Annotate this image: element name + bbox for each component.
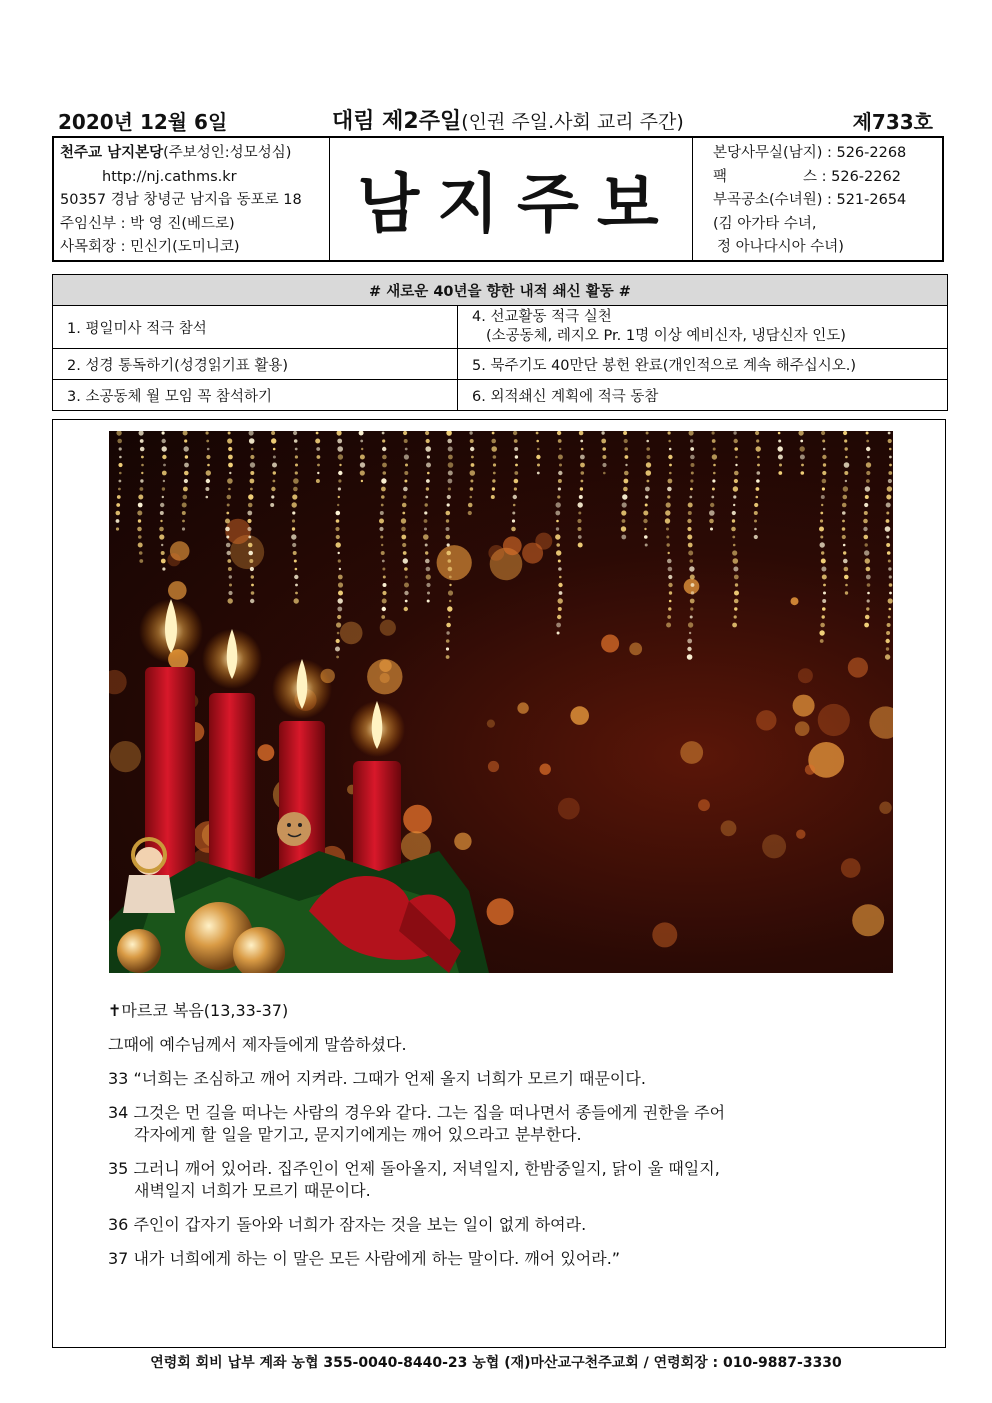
masthead-contacts [692, 138, 942, 260]
issue-date: 2020년 12월 6일 [58, 110, 228, 134]
gospel-verse-35: 35 그러니 깨어 있어라. 집주인이 언제 돌아올지, 저녁일지, 한밤중일지, 닭이 울 때일지, [108, 1159, 720, 1178]
goal-item-5: 5. 묵주기도 40만단 봉헌 완료(개인적으로 계속 해주십시오.) [458, 349, 948, 380]
goal-item-4-title: 4. 선교활동 적극 실천 [472, 309, 612, 325]
convent-phone: 부곡공소(수녀원) : 521-2654 [713, 192, 907, 208]
parish-address: 50357 경남 창녕군 남지읍 동포로 18 [60, 192, 302, 208]
goal-item-1: 1. 평일미사 적극 참석 [53, 306, 458, 349]
issue-number: 제733호 [852, 110, 933, 134]
gospel-verse-33: 33 “너희는 조심하고 깨어 지켜라. 그때가 언제 올지 너희가 모르기 때문이다. [108, 1069, 646, 1088]
fax-line [713, 166, 942, 190]
gospel-verse-36: 36 주인이 갑자기 돌아와 너희가 잠자는 것을 보는 일이 없게 하여라. [108, 1215, 587, 1234]
gospel-intro: 그때에 예수님께서 제자들에게 말씀하셨다. [108, 1035, 407, 1054]
renewal-goals-table [52, 274, 948, 411]
gospel-verse-35-cont: 새벽일지 너희가 모르기 때문이다. [134, 1181, 371, 1200]
goal-item-2: 2. 성경 통독하기(성경읽기표 활용) [53, 349, 458, 380]
fax-label: 팩 [713, 168, 728, 185]
gospel-verse-34: 34 그것은 먼 길을 떠나는 사람의 경우와 같다. 그는 집을 떠나면서 종들에게 권한을 주어 [108, 1103, 726, 1122]
bulletin-name: 남지주보 [357, 167, 677, 242]
gospel-reading [108, 1000, 928, 1282]
goal-item-4 [458, 306, 948, 349]
parish-patron: (주보성인:성모성심) [163, 145, 292, 161]
parish-url[interactable]: http://nj.cathms.kr [102, 168, 237, 185]
goal-item-3: 3. 소공동체 월 모임 꼭 참석하기 [53, 380, 458, 411]
office-phone: 본당사무실(남지) : 526-2268 [713, 145, 907, 161]
goals-heading: # 새로운 40년을 향한 내적 쇄신 활동 # [53, 275, 948, 306]
advent-candles-image [109, 431, 893, 973]
fax-value: 스 : 526-2262 [803, 168, 901, 185]
issue-title-sub: (인권 주일.사회 교리 주간) [461, 111, 684, 133]
goal-item-6: 6. 외적쇄신 계획에 적극 동참 [458, 380, 948, 411]
funeral-society-account: 연령회 회비 납부 계좌 농협 355-0040-8440-23 농협 (재)마산교구천주교회 / 연령회장 : 010-9887-3330 [150, 1355, 842, 1371]
parish-pastor: 주임신부 : 박 영 진(베드로) [60, 215, 235, 232]
gospel-verse-34-cont: 각자에게 할 일을 맡기고, 문지기에게는 깨어 있으라고 분부한다. [134, 1125, 582, 1144]
sister-name-2: 정 아나다시아 수녀) [717, 239, 844, 255]
gospel-verse-37: 37 내가 너희에게 하는 이 말은 모든 사람에게 하는 말이다. 깨어 있어라.” [108, 1249, 621, 1268]
parish-council-head: 사목회장 : 민신기(도미니코) [60, 239, 240, 255]
issue-title-main: 대림 제2주일 [332, 109, 462, 134]
parish-name: 천주교 남지본당 [60, 145, 164, 161]
issue-header [54, 104, 939, 134]
sister-name-1: (김 아가타 수녀, [713, 215, 817, 232]
issue-title [332, 104, 684, 135]
masthead-parish-info [54, 138, 330, 260]
gospel-reference: ✝마르코 복음(13,33-37) [108, 1001, 289, 1020]
parish-name-line [60, 142, 329, 166]
masthead [52, 136, 944, 262]
goal-item-4-detail: (소공동체, 레지오 Pr. 1명 이상 예비신자, 냉담신자 인도) [486, 328, 846, 344]
